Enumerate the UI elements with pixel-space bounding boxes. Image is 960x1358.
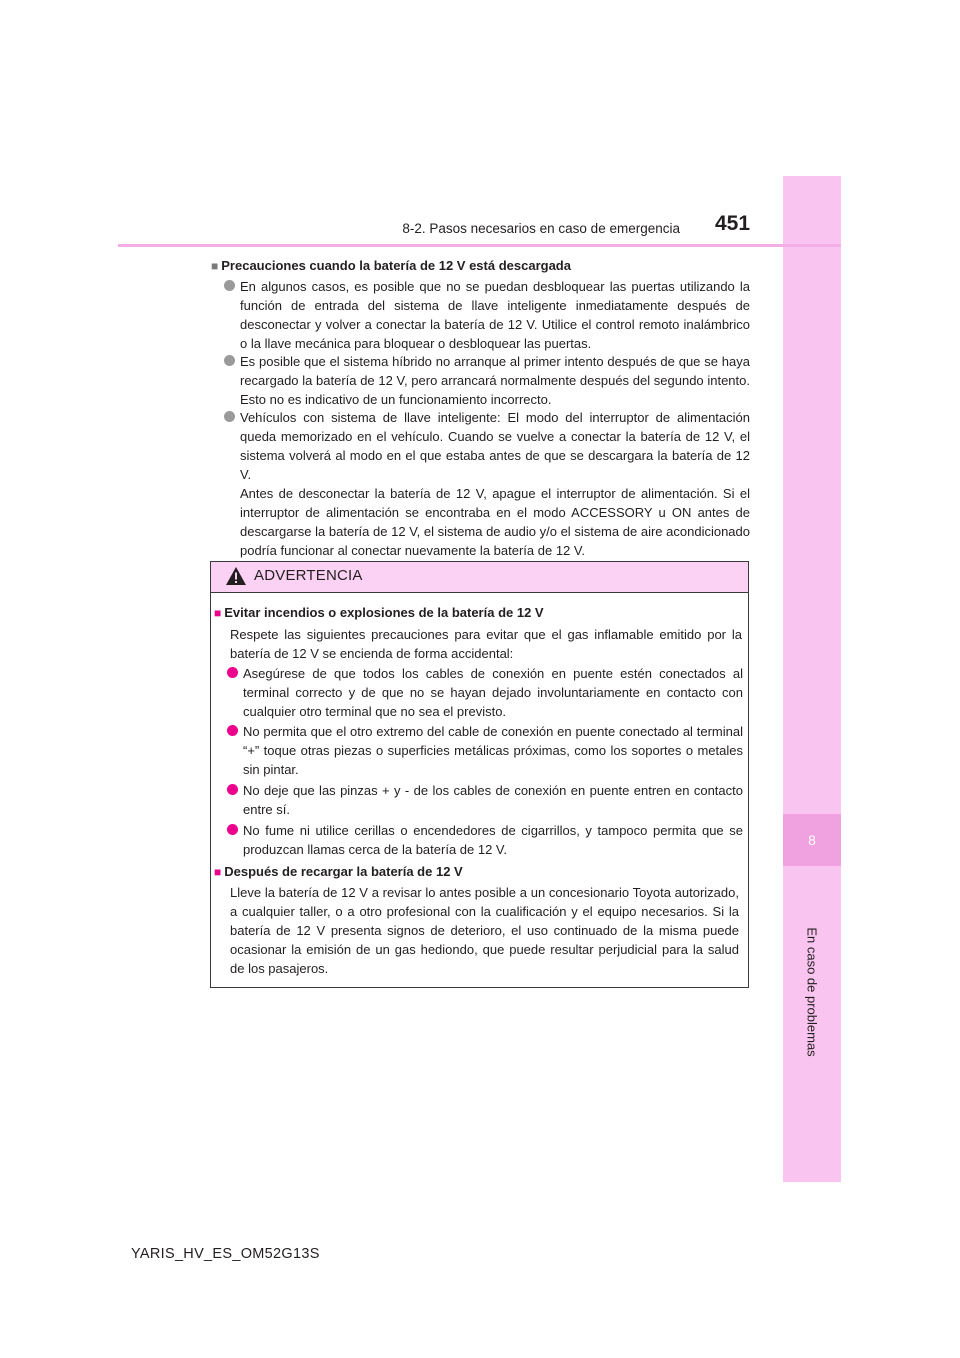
warning-list-item-text: No permita que el otro extremo del cable de conexión en puente conectado al terminal “+” toque otras piezas o superficies metálicas próximas, como los soportes o metales sin pintar. — [243, 724, 743, 777]
list-item-text: Es posible que el sistema híbrido no arranque al primer intento después de que se haya recargado la batería de 12 V, pero arrancará normalmente después del segundo intento. Esto no es indicativo de un funcionamiento incorrecto. — [240, 354, 750, 407]
section-title: 8-2. Pasos necesarios en caso de emergencia — [402, 221, 680, 236]
circle-bullet-icon — [227, 725, 238, 736]
warning-list-item — [243, 781, 743, 819]
square-bullet-icon: ■ — [211, 259, 219, 273]
circle-bullet-icon — [224, 411, 235, 422]
warning-subheading — [214, 603, 744, 623]
list-item-text: Vehículos con sistema de llave inteligente: El modo del interruptor de alimentación queda memorizado en el vehículo. Cuando se vuelve a conectar la batería de 12 V, el sistema volverá al modo en el que estaba antes de que se descargara la batería de 12 V. — [240, 410, 750, 482]
header-rule — [118, 244, 841, 247]
page-number: 451 — [715, 212, 751, 235]
warning-list-item-text: No fume ni utilice cerillas o encendedores de cigarrillos, y tampoco permita que se produzcan llamas cerca de la batería de 12 V. — [243, 823, 743, 857]
list-item-continuation: Antes de desconectar la batería de 12 V, apague el interruptor de alimentación. Si el interruptor de alimentación se encontraba en el modo ACCESSORY u ON antes de descargarse la batería de 12 V, el sistema de audio y/o el sistema de aire acondicionado podría funcionar al conectar nuevamente la batería de 12 V. — [240, 486, 750, 558]
circle-bullet-icon — [227, 667, 238, 678]
warning-title: ADVERTENCIA — [254, 567, 363, 584]
square-bullet-icon: ■ — [214, 865, 222, 879]
list-item-text: En algunos casos, es posible que no se puedan desbloquear las puertas utilizando la función de entrada del sistema de llave inteligente inmediatamente después de desconectar y volver a conectar la batería de 12 V. Utilice el control remoto inalámbrico o la llave mecánica para bloquear o desbloquear las puertas. — [240, 279, 750, 351]
warning-subheading-text: Evitar incendios o explosiones de la batería de 12 V — [224, 605, 544, 620]
chapter-tab-number: 8 — [783, 814, 841, 866]
warning-subheading-text: Después de recargar la batería de 12 V — [224, 864, 463, 879]
warning-list-item — [243, 821, 743, 859]
circle-bullet-icon — [227, 824, 238, 835]
circle-bullet-icon — [227, 784, 238, 795]
warning-list-item — [243, 722, 743, 779]
list-item — [240, 408, 750, 560]
warning-triangle-icon — [225, 566, 247, 586]
chapter-tab-label-text: En caso de problemas — [804, 927, 820, 1057]
warning-list-item — [243, 664, 743, 721]
square-bullet-icon: ■ — [214, 606, 222, 620]
circle-bullet-icon — [224, 280, 235, 291]
warning-paragraph: Lleve la batería de 12 V a revisar lo antes posible a un concesionario Toyota autorizado, a cualquier taller, o a otro profesional con la cualificación y el equipo necesarios. Si la batería de 12 V presenta signos de deterioro, el uso continuado de la misma puede ocasionar la emisión de un gas hediondo, que puede resultar perjudicial para la salud de los pasajeros. — [230, 885, 739, 976]
list-item — [240, 277, 750, 353]
chapter-tab-label — [790, 882, 834, 1102]
list-item — [240, 352, 750, 409]
warning-intro: Respete las siguientes precauciones para evitar que el gas inflamable emitido por la batería de 12 V se encienda de forma accidental: — [230, 627, 742, 661]
circle-bullet-icon — [224, 355, 235, 366]
section-heading — [211, 256, 751, 276]
warning-list-item-text: Asegúrese de que todos los cables de conexión en puente estén conectados al terminal correcto y de que no se hayan dejado involuntariamente en contacto con cualquier otro terminal que no sea el previsto. — [243, 666, 743, 719]
document-code: YARIS_HV_ES_OM52G13S — [131, 1246, 320, 1262]
section-heading-text: Precauciones cuando la batería de 12 V está descargada — [221, 258, 571, 273]
warning-subheading — [214, 862, 744, 882]
warning-list-item-text: No deje que las pinzas + y - de los cables de conexión en puente entren en contacto entre sí. — [243, 783, 743, 817]
